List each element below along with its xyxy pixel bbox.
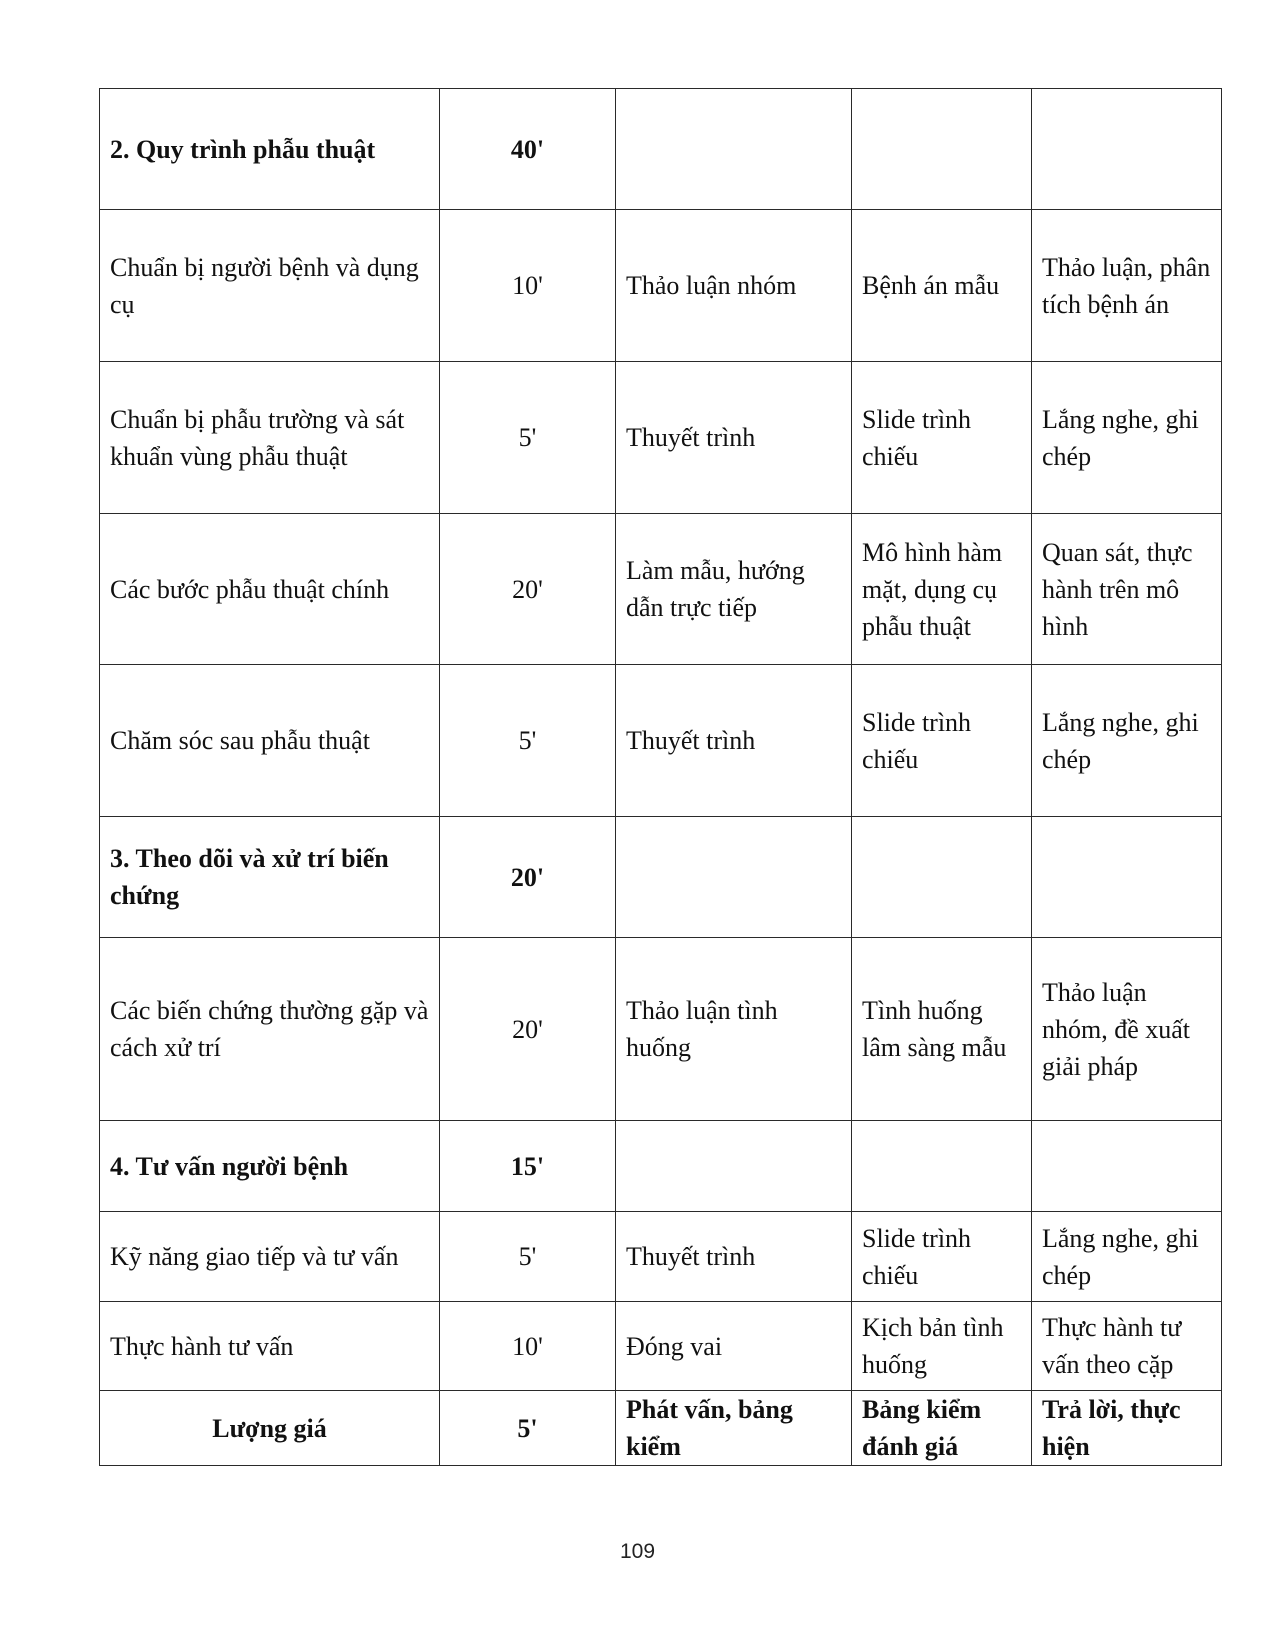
time-cell: 15': [440, 1121, 616, 1212]
table-row: [100, 1121, 1222, 1212]
table-row: [100, 210, 1222, 362]
activity-cell: Lắng nghe, ghi chép: [1032, 362, 1222, 514]
method-cell: [616, 817, 852, 938]
table-row: [100, 514, 1222, 665]
content-cell: Các bước phẫu thuật chính: [100, 514, 440, 665]
tools-cell: Bảng kiểm đánh giá: [852, 1391, 1032, 1466]
tools-cell: Bệnh án mẫu: [852, 210, 1032, 362]
tools-cell: Kịch bản tình huống: [852, 1302, 1032, 1391]
tools-cell: Tình huống lâm sàng mẫu: [852, 938, 1032, 1121]
time-cell: 10': [440, 210, 616, 362]
activity-cell: Thảo luận, phân tích bệnh án: [1032, 210, 1222, 362]
method-cell: [616, 89, 852, 210]
method-cell: Đóng vai: [616, 1302, 852, 1391]
time-cell: 5': [440, 1391, 616, 1466]
content-cell: Các biến chứng thường gặp và cách xử trí: [100, 938, 440, 1121]
activity-cell: Quan sát, thực hành trên mô hình: [1032, 514, 1222, 665]
content-cell: 3. Theo dõi và xử trí biến chứng: [100, 817, 440, 938]
tools-cell: [852, 1121, 1032, 1212]
content-cell: 2. Quy trình phẫu thuật: [100, 89, 440, 210]
method-cell: Thảo luận tình huống: [616, 938, 852, 1121]
method-cell: Thuyết trình: [616, 665, 852, 817]
content-cell: Chuẩn bị phẫu trường và sát khuẩn vùng phẫu thuật: [100, 362, 440, 514]
content-cell: 4. Tư vấn người bệnh: [100, 1121, 440, 1212]
method-cell: [616, 1121, 852, 1212]
activity-cell: [1032, 89, 1222, 210]
content-cell: Thực hành tư vấn: [100, 1302, 440, 1391]
method-cell: Phát vấn, bảng kiểm: [616, 1391, 852, 1466]
lesson-plan-table: [99, 88, 1222, 1466]
table-row: [100, 938, 1222, 1121]
activity-cell: Trả lời, thực hiện: [1032, 1391, 1222, 1466]
table-row: [100, 362, 1222, 514]
tools-cell: Mô hình hàm mặt, dụng cụ phẫu thuật: [852, 514, 1032, 665]
time-cell: 20': [440, 817, 616, 938]
activity-cell: Lắng nghe, ghi chép: [1032, 1212, 1222, 1302]
page-number: 109: [619, 1540, 656, 1563]
content-cell: Chuẩn bị người bệnh và dụng cụ: [100, 210, 440, 362]
time-cell: 20': [440, 938, 616, 1121]
activity-cell: [1032, 817, 1222, 938]
tools-cell: Slide trình chiếu: [852, 665, 1032, 817]
method-cell: Thảo luận nhóm: [616, 210, 852, 362]
time-cell: 5': [440, 665, 616, 817]
activity-cell: [1032, 1121, 1222, 1212]
table-row: [100, 1302, 1222, 1391]
table-row: [100, 817, 1222, 938]
table-row: [100, 1212, 1222, 1302]
time-cell: 5': [440, 1212, 616, 1302]
method-cell: Thuyết trình: [616, 1212, 852, 1302]
tools-cell: Slide trình chiếu: [852, 1212, 1032, 1302]
method-cell: Làm mẫu, hướng dẫn trực tiếp: [616, 514, 852, 665]
tools-cell: Slide trình chiếu: [852, 362, 1032, 514]
tools-cell: [852, 817, 1032, 938]
table-row: [100, 1391, 1222, 1466]
time-cell: 40': [440, 89, 616, 210]
tools-cell: [852, 89, 1032, 210]
time-cell: 10': [440, 1302, 616, 1391]
table-row: [100, 89, 1222, 210]
content-cell: Kỹ năng giao tiếp và tư vấn: [100, 1212, 440, 1302]
time-cell: 20': [440, 514, 616, 665]
activity-cell: Lắng nghe, ghi chép: [1032, 665, 1222, 817]
activity-cell: Thực hành tư vấn theo cặp: [1032, 1302, 1222, 1391]
table-row: [100, 665, 1222, 817]
content-cell: Chăm sóc sau phẫu thuật: [100, 665, 440, 817]
content-cell: Lượng giá: [100, 1391, 440, 1466]
activity-cell: Thảo luận nhóm, đề xuất giải pháp: [1032, 938, 1222, 1121]
method-cell: Thuyết trình: [616, 362, 852, 514]
time-cell: 5': [440, 362, 616, 514]
